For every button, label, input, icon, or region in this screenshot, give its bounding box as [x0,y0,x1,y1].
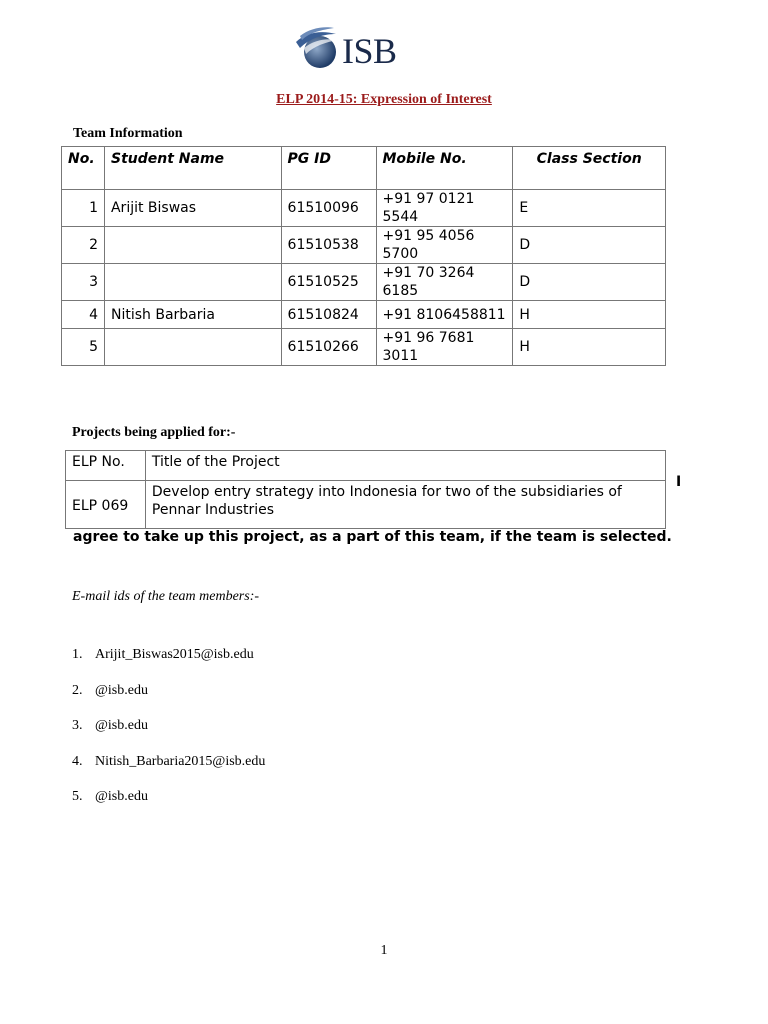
column-header: PG ID [281,147,376,190]
column-header: No. [62,147,105,190]
list-item [72,647,265,683]
cell-name [104,227,281,264]
cell-no: 1 [62,190,105,227]
email-address: Nitish_Barbaria2015@isb.edu [95,753,266,769]
cell-no: 4 [62,301,105,329]
isb-logo [292,24,422,74]
projects-heading: Projects being applied for:- [72,425,236,440]
team-table [61,146,666,366]
cell-mobile [376,227,513,264]
mobile-line: +91 97 0121 [382,191,475,207]
list-number: 3. [72,718,83,733]
column-header: ELP No. [66,451,146,481]
project-title-line: Develop entry strategy into Indonesia for two of the subsidiaries of [151,484,622,500]
table-row [62,227,666,264]
table-row [66,481,666,529]
column-header: Title of the Project [145,451,665,481]
cell-no: 2 [62,227,105,264]
cell-no: 5 [62,329,105,366]
projects-table-header [66,451,666,481]
cell-no: 3 [62,264,105,301]
cell-pg-id: 61510525 [281,264,376,301]
table-row [62,190,666,227]
email-address: @isb.edu [95,789,148,804]
email-address: @isb.edu [95,682,148,698]
list-number: 2. [72,682,83,698]
column-header: Student Name [104,147,281,190]
document-title: ELP 2014-15: Expression of Interest [276,92,492,107]
cell-section: H [513,301,666,329]
list-number: 4. [72,753,83,769]
list-number: 5. [72,789,83,804]
agreement-lead: I [676,474,682,490]
table-row [62,329,666,366]
mobile-line: +91 70 3264 [382,265,475,281]
cell-name: Nitish Barbaria [104,301,281,329]
cell-elp-no: ELP 069 [66,481,146,529]
cell-section: D [513,227,666,264]
team-information-heading: Team Information [73,126,183,141]
cell-section: E [513,190,666,227]
logo-text: ISB [342,31,397,71]
list-item [72,683,265,719]
agreement-text: agree to take up this project, as a part of this team, if the team is selected. [73,529,672,545]
mobile-line: +91 95 4056 [382,228,475,244]
email-heading: E-mail ids of the team members:- [72,589,260,604]
mobile-line: 5544 [382,209,419,225]
mobile-line: 6185 [382,283,419,299]
cell-pg-id: 61510824 [281,301,376,329]
cell-name [104,264,281,301]
project-title-line: Pennar Industries [151,502,275,518]
isb-globe-logo-icon [292,24,340,72]
cell-section: H [513,329,666,366]
column-header: Class Section [513,147,666,190]
table-row [62,264,666,301]
list-item [72,789,265,825]
cell-mobile: +91 8106458811 [376,301,513,329]
email-address: Arijit_Biswas2015@isb.edu [95,647,254,662]
cell-mobile [376,264,513,301]
team-table-header [62,147,666,190]
table-row [62,301,666,329]
cell-pg-id: 61510266 [281,329,376,366]
cell-section: D [513,264,666,301]
cell-project-title [145,481,665,529]
page-number: 1 [380,943,388,958]
email-address: @isb.edu [95,718,148,733]
mobile-line: +91 96 7681 [382,330,475,346]
cell-mobile [376,329,513,366]
cell-name: Arijit Biswas [104,190,281,227]
mobile-line: 5700 [382,246,419,262]
cell-pg-id: 61510096 [281,190,376,227]
column-header: Mobile No. [376,147,513,190]
email-list [72,647,265,825]
projects-table [65,450,666,529]
cell-name [104,329,281,366]
list-number: 1. [72,647,83,662]
mobile-line: 3011 [382,348,419,364]
list-item [72,754,265,790]
list-item [72,718,265,754]
cell-mobile [376,190,513,227]
cell-pg-id: 61510538 [281,227,376,264]
